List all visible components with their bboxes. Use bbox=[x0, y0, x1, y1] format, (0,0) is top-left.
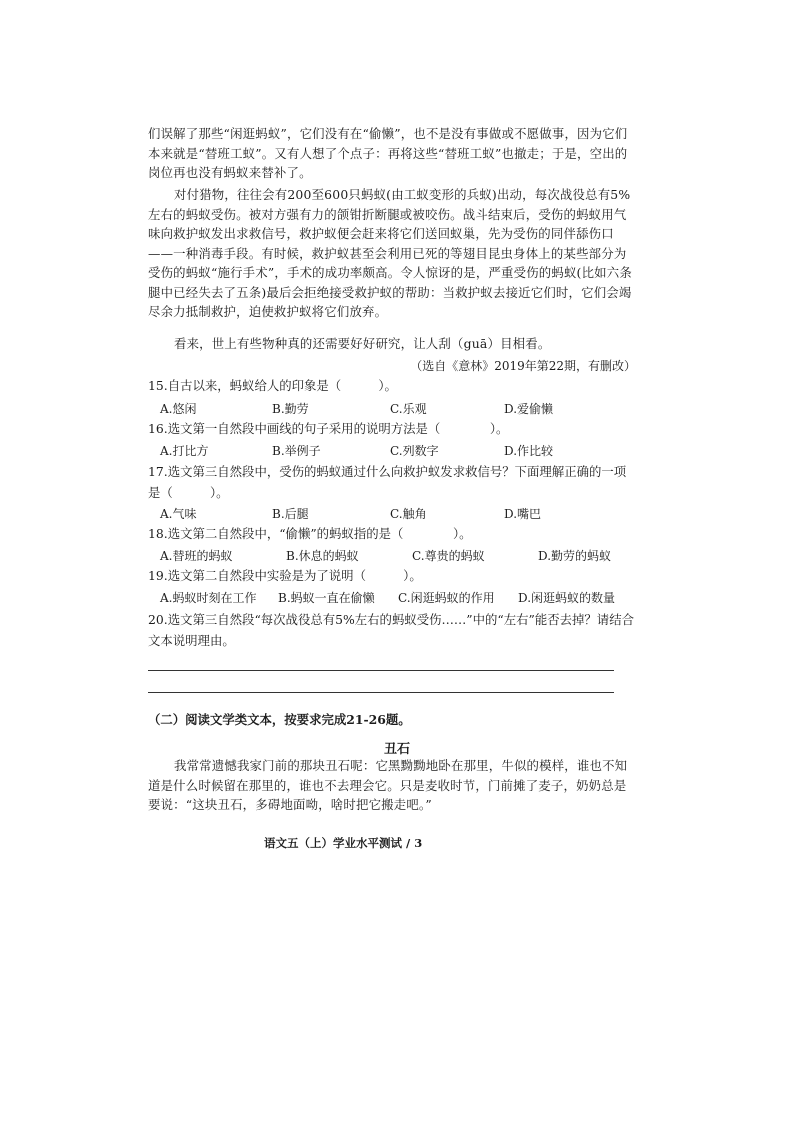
option-b: B.举例子 bbox=[272, 444, 321, 458]
question-15: 15.自古以来，蚂蚁给人的印象是（ ）。 bbox=[148, 378, 397, 393]
question-15-options bbox=[160, 400, 640, 418]
question-19: 19.选文第二自然段中实验是为了说明（ ）。 bbox=[148, 568, 422, 583]
option-a: A.蚂蚁时刻在工作 bbox=[160, 591, 257, 605]
article-paragraph-2: 对付猎物，往往会有200至600只蚂蚁(由工蚁变形的兵蚁)出动，每次战役总有5%左右的蚂蚁受伤。被对方强有力的颌钳折断腿或被咬伤。战斗结束后，受伤的蚂蚁用气味向救护蚁发出求救信号，救护蚁便会赶来将它们送回蚁巢，先为受伤的同伴舔伤口——一种消毒手段。有时候，救护蚁甚至会利用已死的等翅目昆虫身体上的某些部分为受伤的蚂蚁“施行手术”，手术的成功率颇高。令人惊讶的是，严重受伤的蚂蚁(比如六条腿中已经失去了五条)最后会拒绝接受救护蚁的帮助：当救护蚁去接近它们时，它们会竭尽余力抵制救护，迫使救护蚁将它们放弃。 bbox=[148, 187, 632, 319]
page-footer: 语文五（上）学业水平测试 / 3 bbox=[264, 836, 423, 850]
question-20: 20.选文第三自然段“每次战役总有5%左右的蚂蚁受伤……”中的“左右”能否去掉？请结合文本说明理由。 bbox=[148, 612, 634, 648]
passage-title: 丑石 bbox=[383, 742, 410, 757]
passage-paragraph-1: 我常常遗憾我家门前的那块丑石呢：它黑黝黝地卧在那里，牛似的模样，谁也不知道是什么时候留在那里的，谁也不去理会它。只是麦收时节，门前摊了麦子，奶奶总是要说：“这块丑石，多碍地面呦，啥时把它搬走吧。” bbox=[148, 758, 628, 812]
answer-line-1[interactable] bbox=[148, 670, 614, 671]
option-d: D.闲逛蚂蚁的数量 bbox=[518, 591, 616, 605]
section-heading: （二）阅读文学类文本，按要求完成21-26题。 bbox=[148, 712, 411, 727]
option-b: B.后腿 bbox=[272, 507, 309, 521]
question-16-options bbox=[160, 442, 640, 460]
question-18-options bbox=[160, 547, 640, 565]
question-18: 18.选文第二自然段中，“偷懒”的蚂蚁指的是（ ）。 bbox=[148, 526, 472, 541]
option-a: A.打比方 bbox=[160, 444, 209, 458]
question-17: 17.选文第三自然段中，受伤的蚂蚁通过什么向救护蚁发求救信号？下面理解正确的一项是（ ）。 bbox=[148, 464, 627, 500]
article-source: （选自《意林》2019年第22期，有删改） bbox=[410, 359, 636, 373]
option-c: C.尊贵的蚂蚁 bbox=[412, 549, 485, 563]
option-d: D.爱偷懒 bbox=[504, 402, 554, 416]
option-c: C.乐观 bbox=[390, 402, 427, 416]
question-17-options bbox=[160, 505, 640, 523]
option-d: D.嘴巴 bbox=[504, 507, 542, 521]
option-b: B.勤劳 bbox=[272, 402, 309, 416]
question-16: 16.选文第一自然段中画线的句子采用的说明方法是（ ）。 bbox=[148, 421, 509, 436]
option-c: C.闲逛蚂蚁的作用 bbox=[398, 591, 495, 605]
answer-line-2[interactable] bbox=[148, 692, 614, 693]
option-d: D.作比较 bbox=[504, 444, 554, 458]
option-a: A.替班的蚂蚁 bbox=[160, 549, 233, 563]
option-c: C.列数字 bbox=[390, 444, 439, 458]
option-c: C.触角 bbox=[390, 507, 427, 521]
question-19-options bbox=[160, 589, 640, 607]
option-b: B.休息的蚂蚁 bbox=[286, 549, 359, 563]
article-paragraph-3: 看来，世上有些物种真的还需要好好研究，让人刮（guā）目相看。 bbox=[174, 336, 551, 351]
option-d: D.勤劳的蚂蚁 bbox=[538, 549, 612, 563]
article-paragraph-1: 们误解了那些“闲逛蚂蚁”，它们没有在“偷懒”，也不是没有事做或不愿做事，因为它们本来就是“替班工蚁”。又有人想了个点子：再将这些“替班工蚁”也撤走；于是，空出的岗位再也没有蚂蚁来替补了。 bbox=[148, 126, 628, 180]
option-a: A.悠闲 bbox=[160, 402, 197, 416]
option-b: B.蚂蚁一直在偷懒 bbox=[278, 591, 375, 605]
option-a: A.气味 bbox=[160, 507, 197, 521]
